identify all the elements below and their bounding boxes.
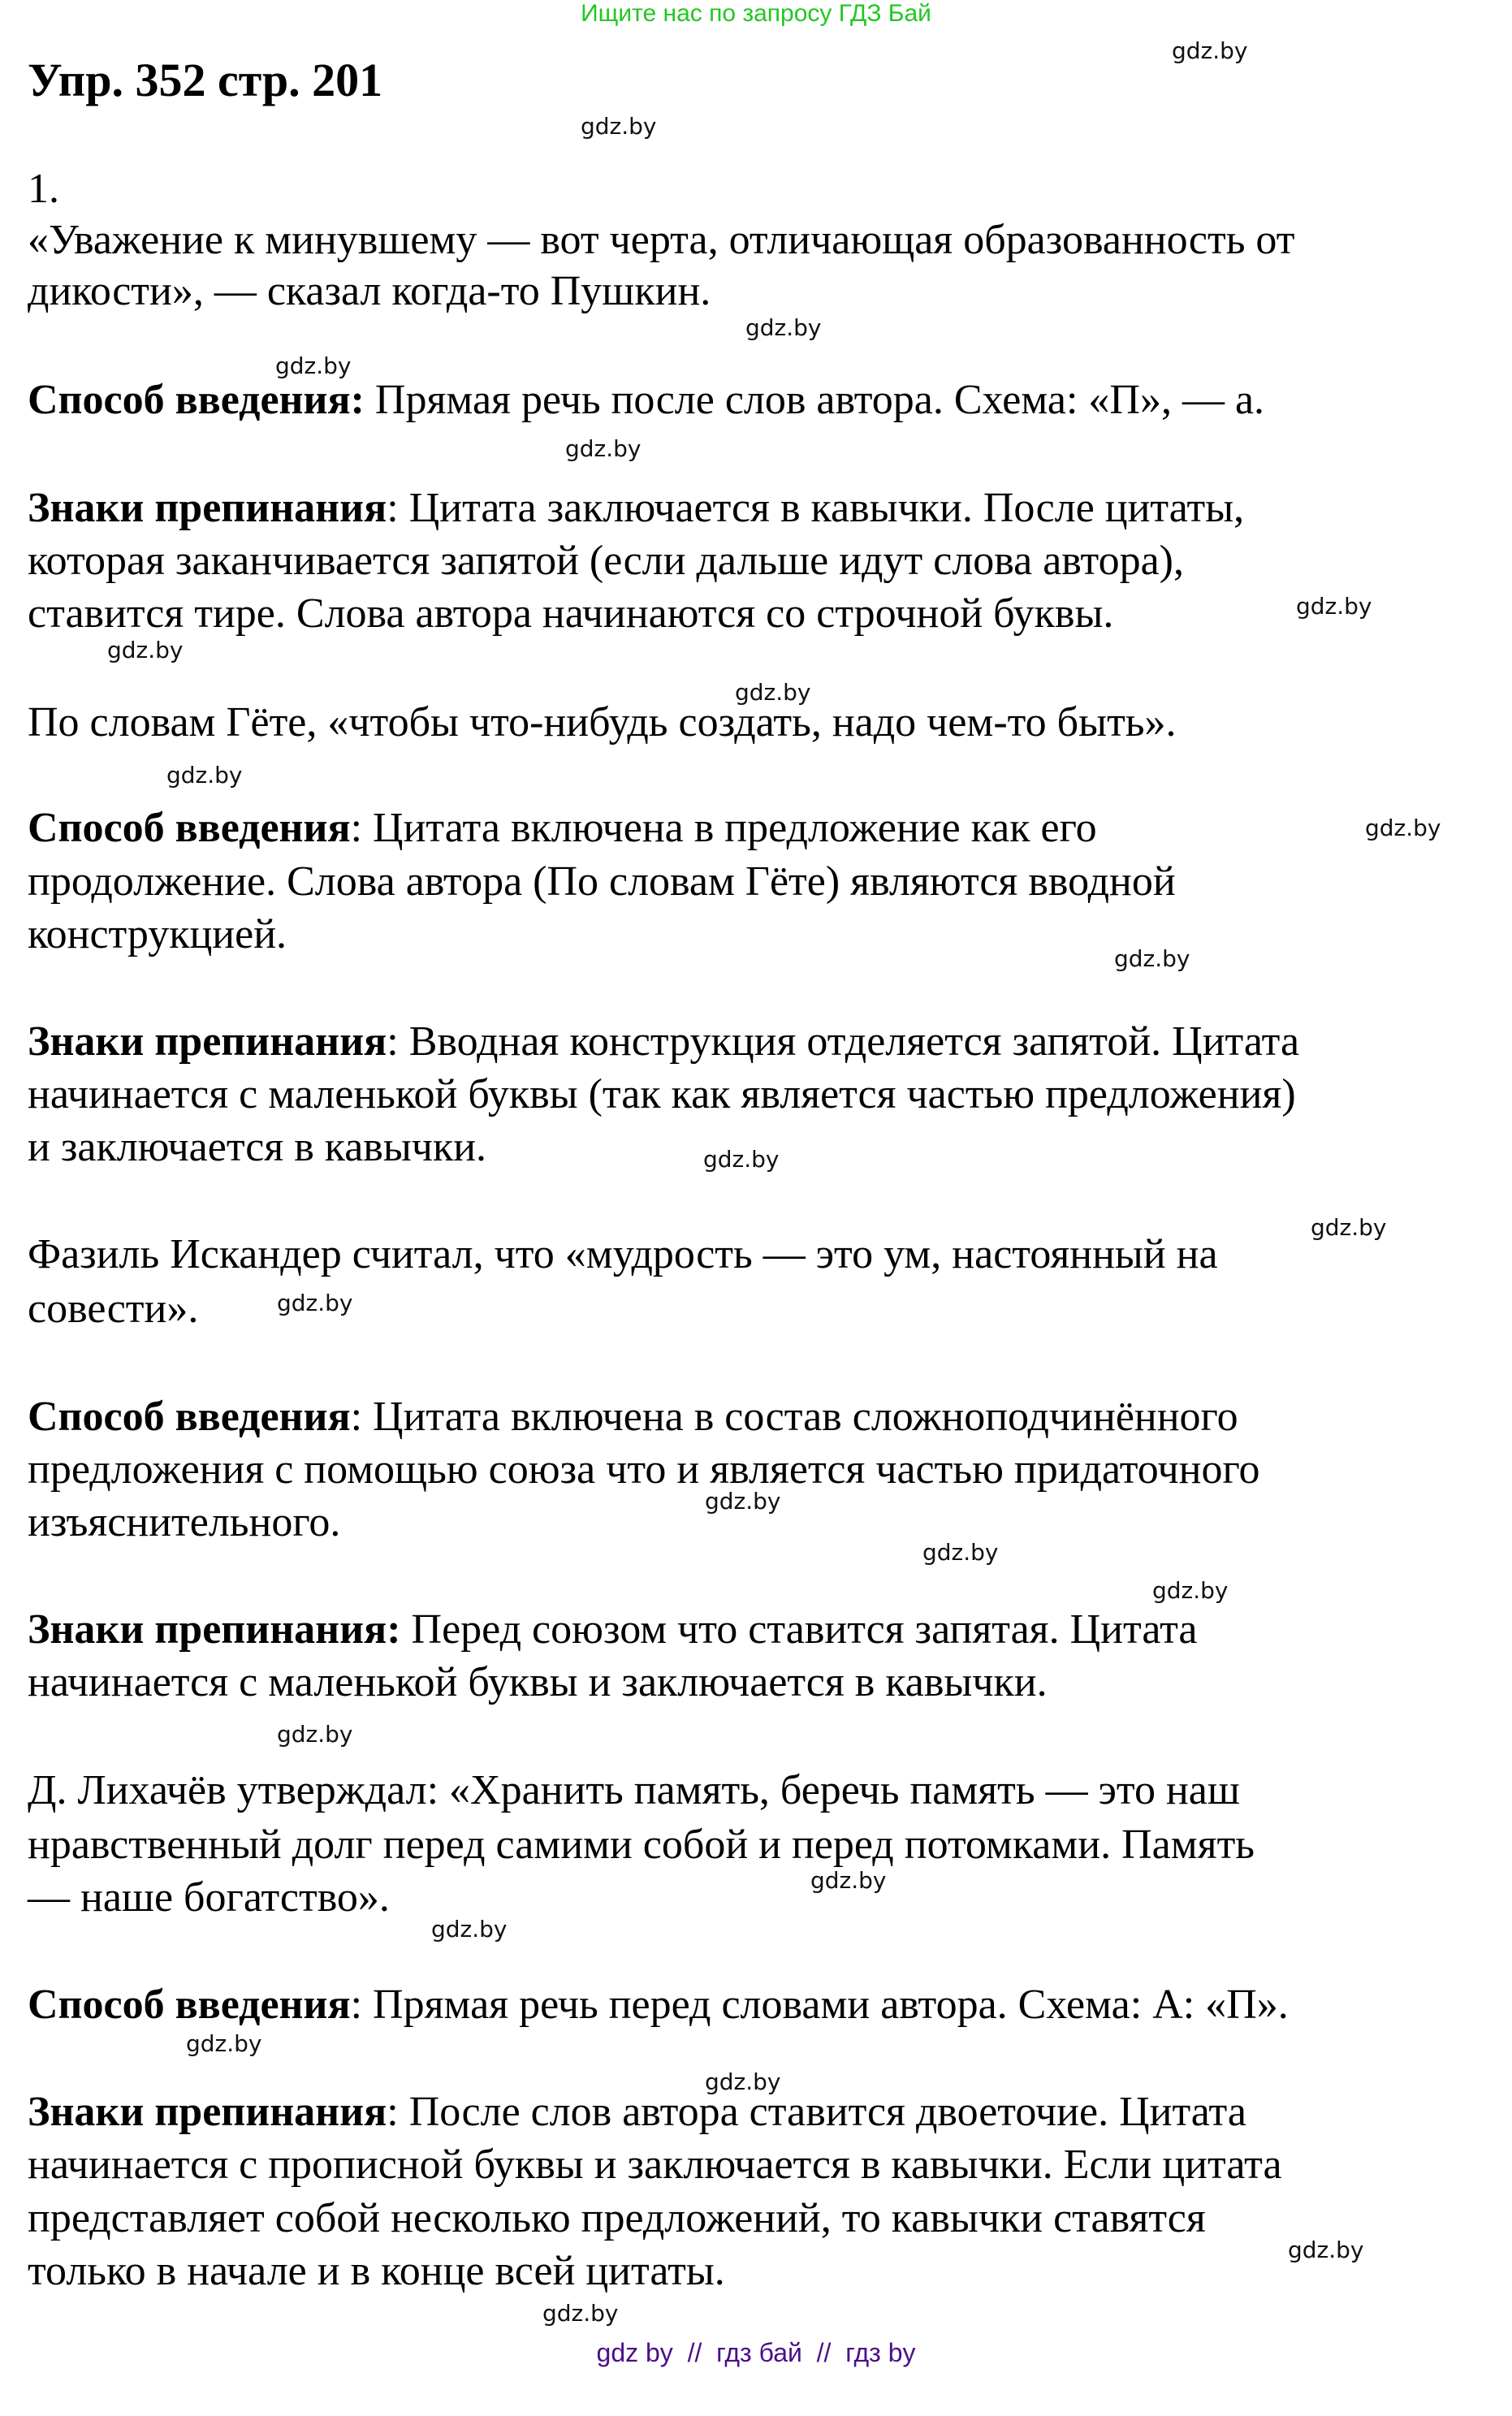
method-line: изъяснительного. (28, 1499, 341, 1545)
punctuation-line: представляет собой несколько предложений, то кавычки ставятся (28, 2195, 1206, 2241)
method-text: Прямая речь перед словами автора. Схема: А: «П». (373, 1982, 1289, 2028)
header-ad-banner[interactable]: Ищите нас по запросу ГДЗ Бай (581, 0, 931, 27)
method-line: предложения с помощью союза что и является частью придаточного (28, 1446, 1260, 1493)
watermark: gdz.by (542, 2300, 619, 2327)
punctuation-text: После слов автора ставится двоеточие. Цитата (408, 2089, 1246, 2135)
punctuation-label: Знаки препинания: (28, 1606, 401, 1653)
quote-line: Д. Лихачёв утверждал: «Хранить память, беречь память — это наш (28, 1767, 1240, 1813)
watermark: gdz.by (1296, 593, 1372, 620)
footer-links[interactable]: gdz by // гдз бай // гдз by (596, 2338, 916, 2367)
watermark: gdz.by (1114, 945, 1190, 972)
punctuation-label: Знаки препинания (28, 1018, 387, 1065)
quote-line: дикости», — сказал когда-то Пушкин. (28, 268, 711, 314)
method-text: Цитата включена в состав сложноподчинённого (373, 1394, 1238, 1440)
label-separator: : (350, 1982, 363, 2028)
watermark: gdz.by (166, 762, 243, 789)
punctuation-line (28, 2086, 1246, 2138)
label-separator: : (387, 2089, 399, 2135)
watermark: gdz.by (1172, 37, 1248, 64)
method-line (28, 802, 1097, 854)
punctuation-line (28, 482, 1244, 534)
watermark: gdz.by (703, 1146, 780, 1173)
punctuation-line: только в начале и в конце всей цитаты. (28, 2248, 725, 2294)
punctuation-line: которая заканчивается запятой (если дальше идут слова автора), (28, 538, 1184, 584)
label-separator: : (387, 1018, 399, 1065)
watermark: gdz.by (277, 1721, 353, 1748)
watermark: gdz.by (107, 637, 184, 663)
watermark: gdz.by (1311, 1214, 1387, 1241)
punctuation-label: Знаки препинания (28, 485, 387, 531)
watermark: gdz.by (1365, 815, 1441, 841)
watermark: gdz.by (581, 113, 657, 140)
punctuation-line: и заключается в кавычки. (28, 1124, 487, 1170)
method-label: Способ введения: (28, 377, 365, 423)
punctuation-text: Цитата заключается в кавычки. После цитаты, (408, 485, 1245, 531)
quote-line: совести». (28, 1286, 199, 1332)
quote-line: По словам Гёте, «чтобы что-нибудь создать, надо чем-то быть». (28, 699, 1177, 746)
watermark: gdz.by (1152, 1577, 1229, 1604)
watermark: gdz.by (565, 435, 642, 462)
method-line (28, 1391, 1238, 1443)
method-line (28, 1979, 1289, 2031)
page-title: Упр. 352 стр. 201 (28, 54, 383, 106)
method-label: Способ введения (28, 1394, 351, 1440)
punctuation-label: Знаки препинания (28, 2089, 387, 2135)
watermark: gdz.by (431, 1916, 508, 1943)
method-line: конструкцией. (28, 911, 287, 957)
watermark: gdz.by (705, 2068, 781, 2095)
method-text: Прямая речь после слов автора. Схема: «П», — а. (374, 377, 1265, 423)
method-line (28, 374, 1264, 426)
label-separator: : (387, 485, 399, 531)
punctuation-line: начинается с прописной буквы и заключается в кавычки. Если цитата (28, 2142, 1282, 2188)
method-line: продолжение. Слова автора (По словам Гёте) являются вводной (28, 858, 1176, 905)
watermark: gdz.by (735, 679, 811, 706)
quote-line: «Уважение к минувшему — вот черта, отличающая образованность от (28, 217, 1295, 263)
watermark: gdz.by (922, 1539, 999, 1566)
watermark: gdz.by (186, 2030, 262, 2057)
punctuation-line: начинается с маленькой буквы (так как является частью предложения) (28, 1071, 1296, 1117)
quote-line: Фазиль Искандер считал, что «мудрость — это ум, настоянный на (28, 1231, 1218, 1277)
quote-line: — наше богатство». (28, 1874, 390, 1921)
watermark: gdz.by (1288, 2237, 1364, 2263)
watermark: gdz.by (277, 1290, 353, 1316)
punctuation-text: Перед союзом что ставится запятая. Цитата (411, 1606, 1198, 1653)
method-text: Цитата включена в предложение как его (373, 805, 1097, 851)
watermark: gdz.by (810, 1867, 887, 1894)
watermark: gdz.by (745, 314, 822, 341)
label-separator: : (350, 1394, 363, 1440)
punctuation-text: Вводная конструкция отделяется запятой. Цитата (408, 1018, 1300, 1065)
item-number: 1. (28, 166, 59, 212)
watermark: gdz.by (705, 1488, 781, 1515)
method-label: Способ введения (28, 805, 351, 851)
punctuation-line: ставится тире. Слова автора начинаются со строчной буквы. (28, 590, 1114, 637)
watermark: gdz.by (275, 352, 352, 379)
method-label: Способ введения (28, 1982, 351, 2028)
label-separator: : (350, 805, 363, 851)
punctuation-line (28, 1604, 1198, 1656)
punctuation-line: начинается с маленькой буквы и заключается в кавычки. (28, 1659, 1048, 1705)
punctuation-line (28, 1016, 1299, 1068)
quote-line: нравственный долг перед самими собой и перед потомками. Память (28, 1822, 1255, 1868)
